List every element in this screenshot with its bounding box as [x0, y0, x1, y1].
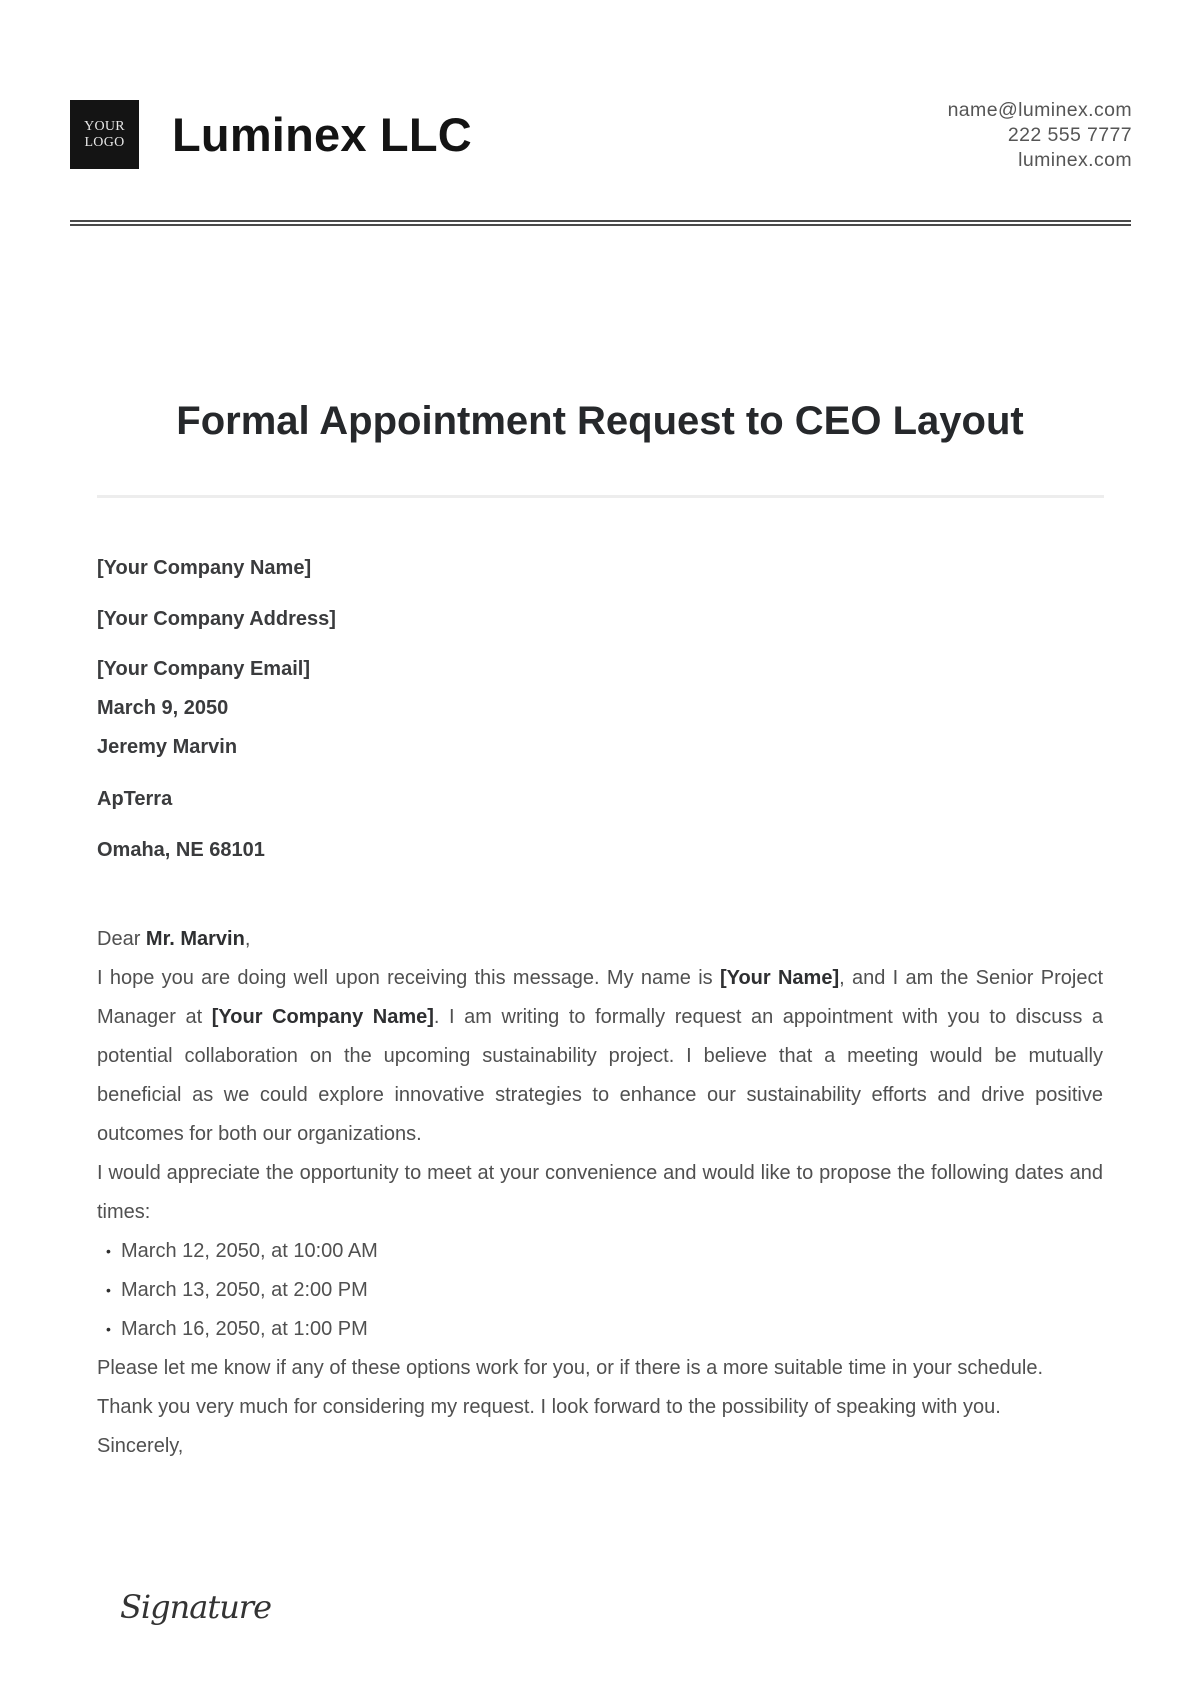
placeholder-your-name: [Your Name]: [719, 967, 840, 989]
salutation-prefix: Dear: [97, 928, 146, 950]
closing: Sincerely,: [97, 1435, 184, 1457]
list-item: [97, 1310, 1103, 1349]
salutation-suffix: ,: [244, 928, 251, 950]
proposed-times-list: [97, 1232, 1103, 1349]
proposed-time: March 13, 2050, at 2:00 PM: [121, 1279, 368, 1301]
contact-website: luminex.com: [1018, 149, 1132, 171]
recipient-company: ApTerra: [97, 788, 173, 810]
paragraph-intro-text-1: I hope you are doing well upon receiving this message. My name is: [97, 967, 720, 989]
sender-company-address: [Your Company Address]: [97, 608, 336, 630]
title-divider: [97, 495, 1104, 498]
company-name: Luminex LLC: [172, 108, 472, 161]
bullet-icon: •: [106, 1321, 111, 1337]
paragraph-intro-text-2: , and I am the Senior Project Manager at: [97, 967, 1104, 1028]
paragraph-availability: Please let me know if any of these options work for you, or if there is a more suitable time in your schedule.: [97, 1357, 1044, 1379]
paragraph-proposal: I would appreciate the opportunity to meet at your convenience and would like to propose the following dates and times:: [97, 1162, 1103, 1223]
proposed-time: March 16, 2050, at 1:00 PM: [121, 1318, 368, 1340]
contact-info: [948, 98, 1132, 173]
logo-line-2: LOGO: [84, 134, 125, 150]
company-logo: [70, 100, 139, 169]
contact-email: name@luminex.com: [947, 99, 1132, 121]
signature: Signature: [120, 1588, 272, 1626]
header-double-rule: [70, 220, 1131, 226]
contact-phone: 222 555 7777: [1007, 124, 1132, 146]
placeholder-your-company-name: [Your Company Name]: [211, 1006, 434, 1028]
recipient-name: Jeremy Marvin: [97, 736, 238, 758]
recipient-city-state-zip: Omaha, NE 68101: [97, 839, 265, 861]
proposed-time: March 12, 2050, at 10:00 AM: [121, 1240, 378, 1262]
sender-company-name: [Your Company Name]: [97, 557, 312, 579]
bullet-icon: •: [106, 1282, 111, 1298]
letter-body: [97, 920, 1103, 1466]
logo-line-1: YOUR: [84, 118, 125, 134]
list-item: [97, 1271, 1103, 1310]
paragraph-thanks: Thank you very much for considering my request. I look forward to the possibility of speaking with you.: [97, 1396, 1001, 1418]
salutation-name: Mr. Marvin: [145, 928, 245, 950]
sender-company-email: [Your Company Email]: [97, 658, 310, 680]
paragraph-intro-text-3: . I am writing to formally request an appointment with you to discuss a potential collaboration on the upcoming sustainability project. I believe that a meeting would be mutually beneficial as we could explore innovative strategies to enhance our sustainability efforts and drive positive outcomes for both our organizations.: [97, 1006, 1104, 1145]
bullet-icon: •: [106, 1243, 111, 1259]
list-item: [97, 1232, 1103, 1271]
letter-date: March 9, 2050: [97, 697, 229, 719]
document-title: Formal Appointment Request to CEO Layout: [176, 399, 1024, 443]
paragraph-intro: [97, 959, 1103, 1154]
salutation: [97, 920, 1103, 959]
